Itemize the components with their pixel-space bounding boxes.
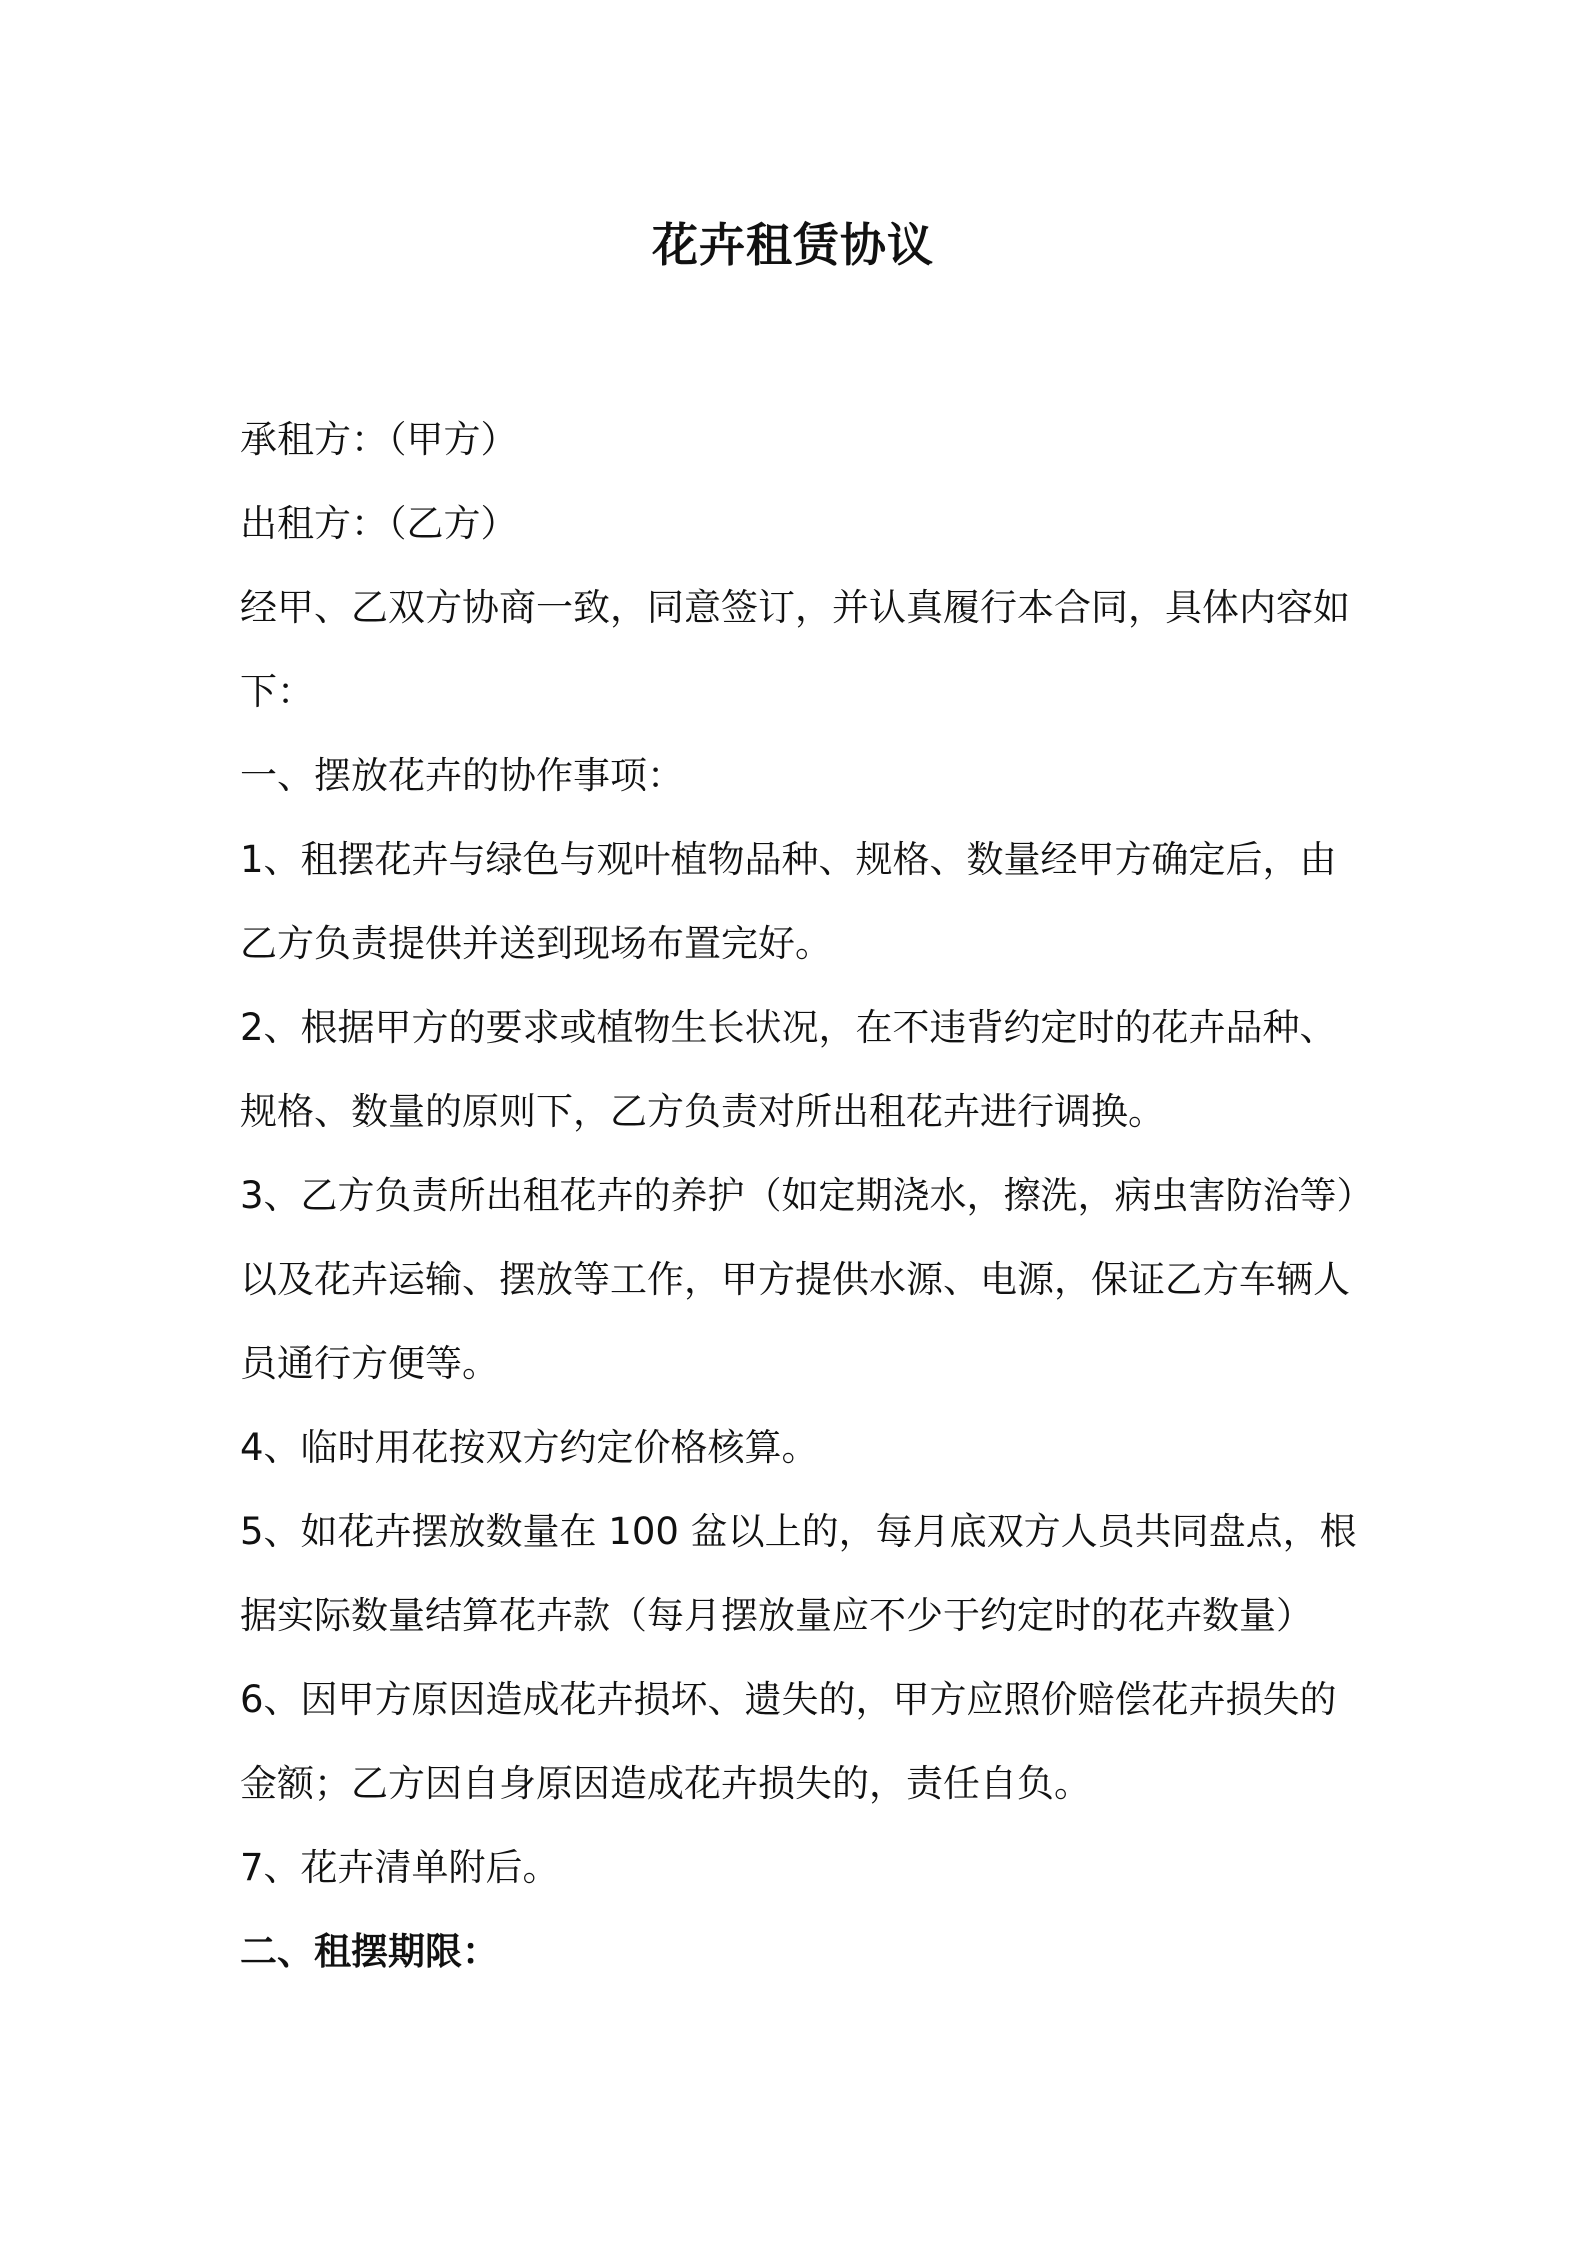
- clause-5-line-1: 5、如花卉摆放数量在 100 盆以上的，每月底双方人员共同盘点，根: [240, 1510, 1357, 1553]
- clause-1-line-2: 乙方负责提供并送到现场布置完好。: [240, 922, 832, 965]
- clause-3-line-2: 以及花卉运输、摆放等工作，甲方提供水源、电源，保证乙方车辆人: [240, 1258, 1350, 1301]
- clause-4-line-1: 4、临时用花按双方约定价格核算。: [240, 1426, 819, 1469]
- clause-5-line-2: 据实际数量结算花卉款（每月摆放量应不少于约定时的花卉数量）: [240, 1594, 1313, 1637]
- clause-7-line-1: 7、花卉清单附后。: [240, 1846, 560, 1889]
- clause-3-line-3: 员通行方便等。: [240, 1342, 499, 1385]
- clause-3-line-1: 3、乙方负责所出租花卉的养护（如定期浇水，擦洗，病虫害防治等）: [240, 1174, 1374, 1217]
- section-heading-1: 一、摆放花卉的协作事项：: [240, 754, 684, 797]
- intro-line-1: 经甲、乙双方协商一致，同意签订，并认真履行本合同，具体内容如: [240, 586, 1350, 629]
- lessor-line: 出租方：（乙方）: [240, 502, 518, 545]
- section-heading-2: 二、租摆期限：: [240, 1930, 499, 1973]
- intro-line-2: 下：: [240, 670, 314, 713]
- clause-2-line-2: 规格、数量的原则下，乙方负责对所出租花卉进行调换。: [240, 1090, 1165, 1133]
- clause-1-line-1: 1、租摆花卉与绿色与观叶植物品种、规格、数量经甲方确定后，由: [240, 838, 1337, 881]
- clause-2-line-1: 2、根据甲方的要求或植物生长状况，在不违背约定时的花卉品种、: [240, 1006, 1337, 1049]
- clause-6-line-1: 6、因甲方原因造成花卉损坏、遗失的，甲方应照价赔偿花卉损失的: [240, 1678, 1337, 1721]
- lessee-line: 承租方：（甲方）: [240, 418, 518, 461]
- document-title: 花卉租赁协议: [652, 218, 934, 272]
- clause-6-line-2: 金额；乙方因自身原因造成花卉损失的，责任自负。: [240, 1762, 1091, 1805]
